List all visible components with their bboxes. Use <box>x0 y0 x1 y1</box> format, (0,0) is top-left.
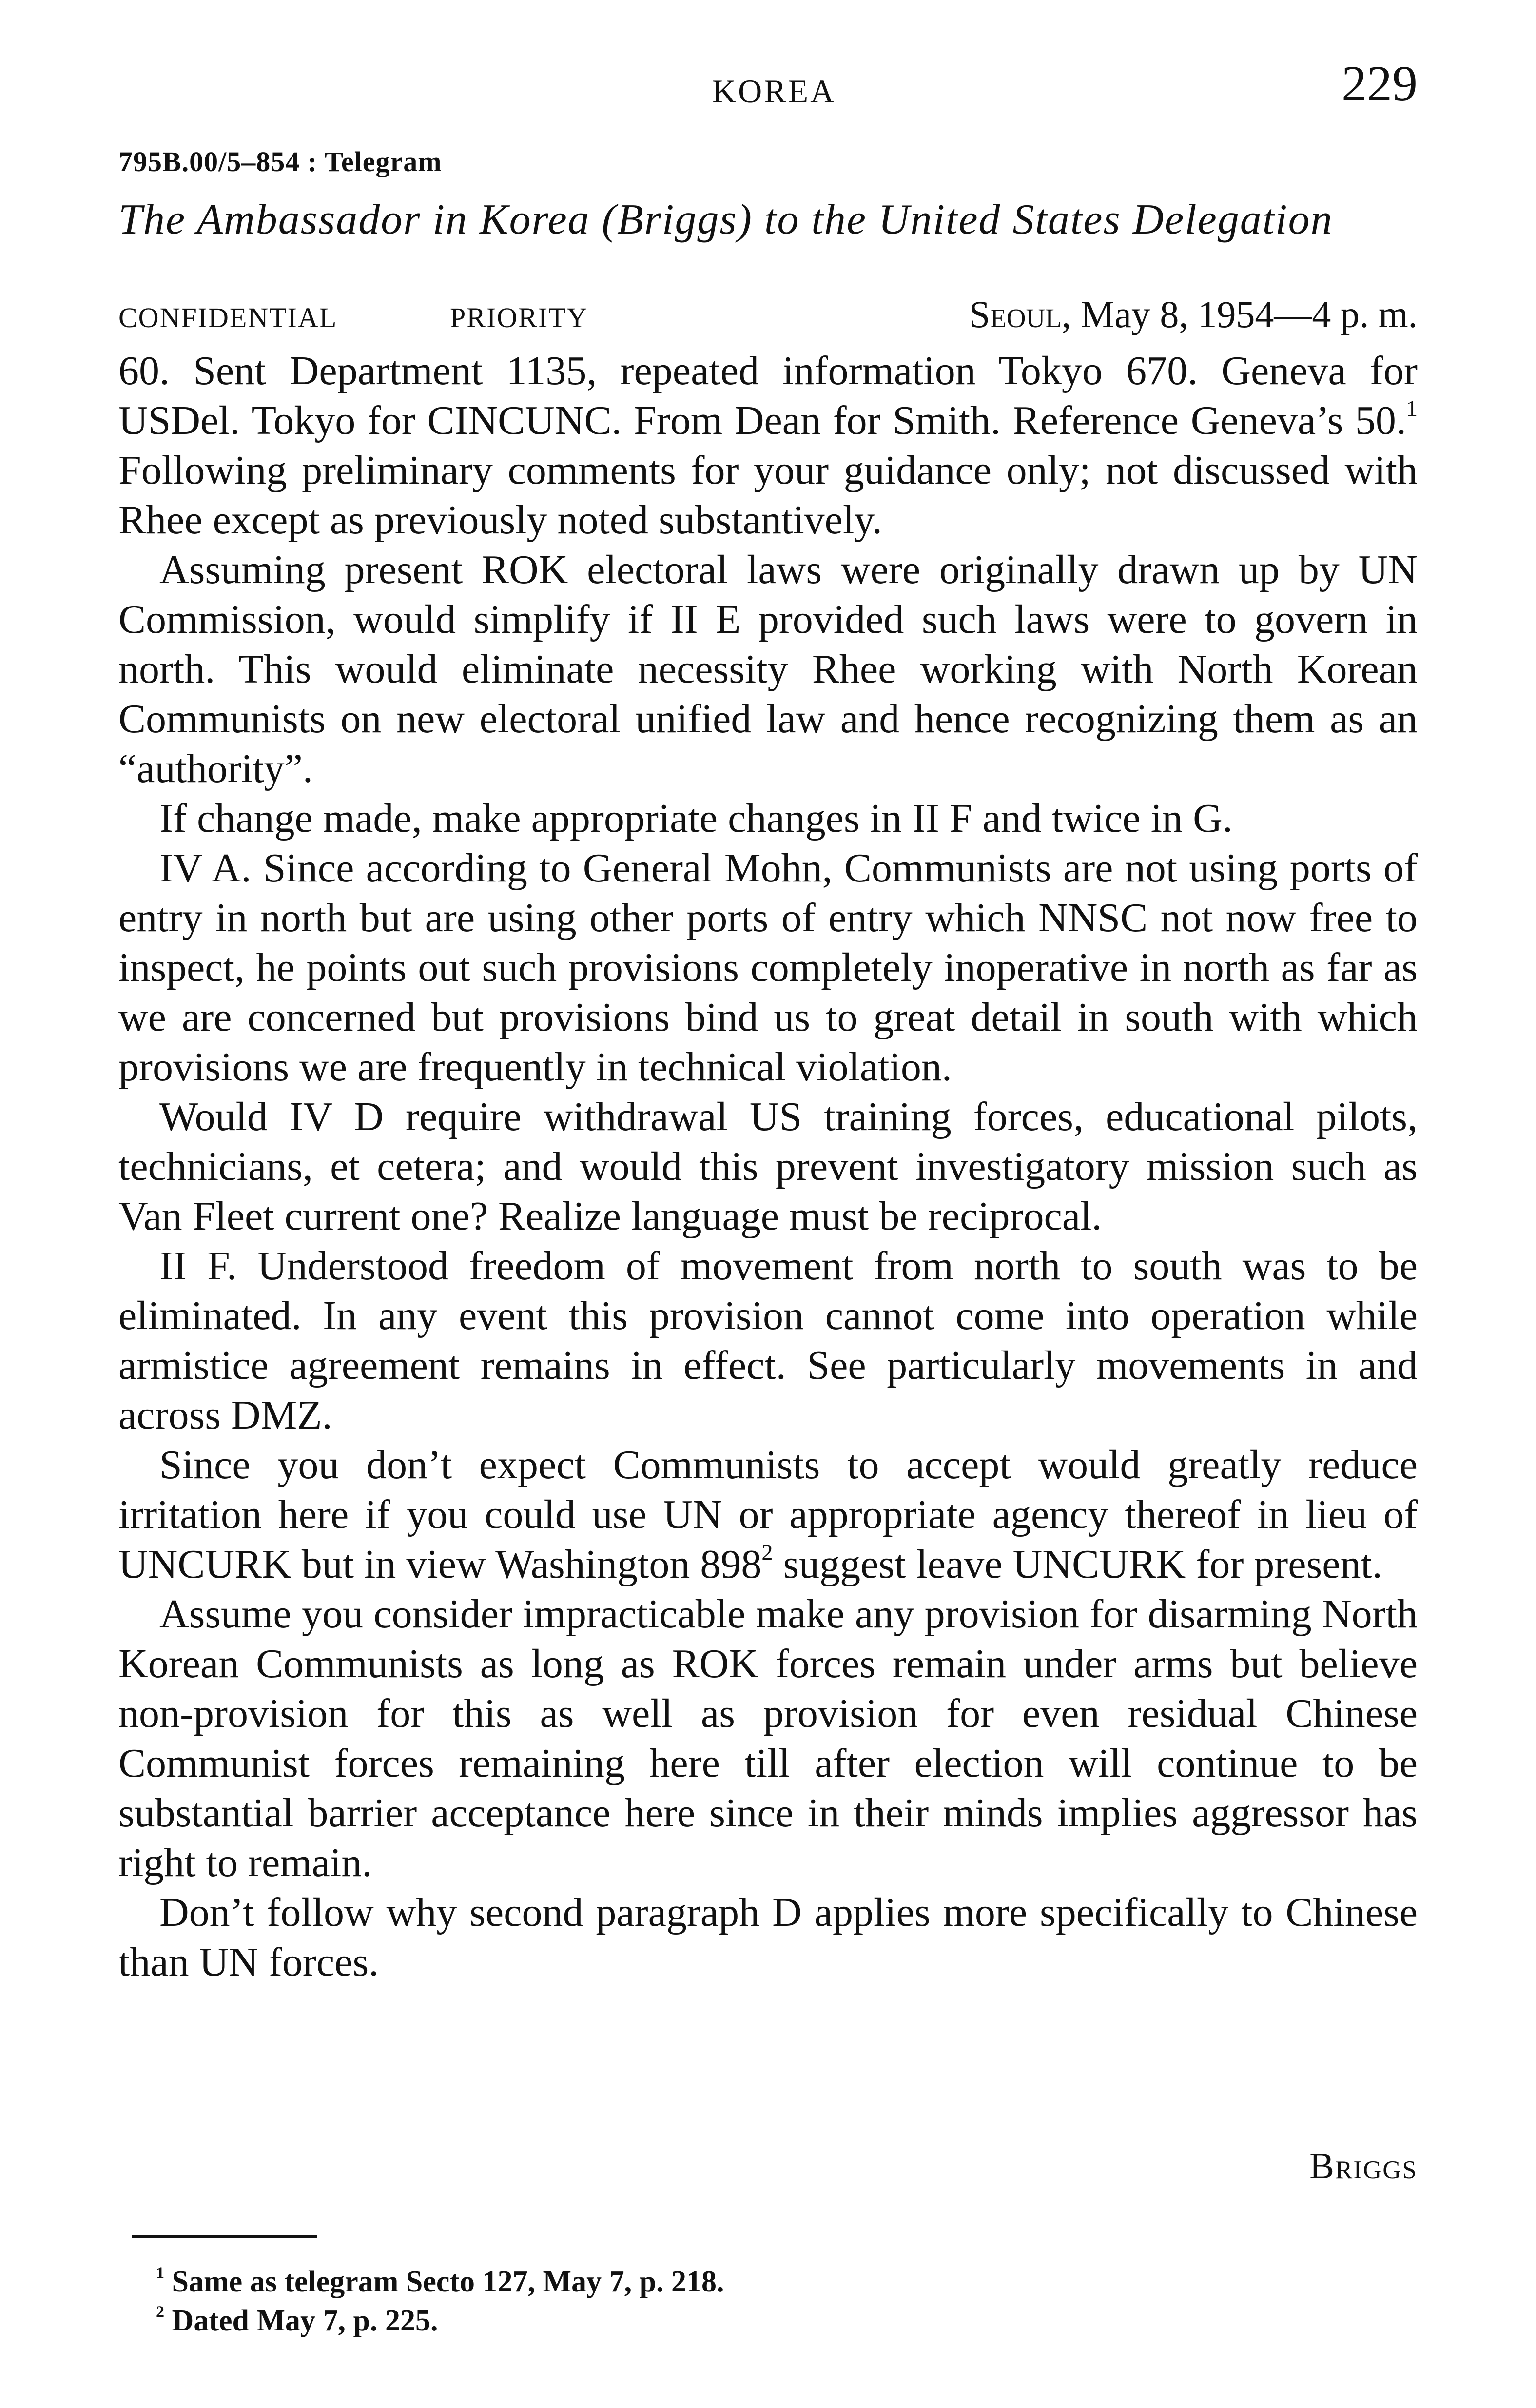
footnote-1-mark: 1 <box>156 2264 165 2282</box>
telegram-body <box>118 346 1418 1987</box>
footnote-2-text: Dated May 7, p. 225. <box>172 2304 438 2337</box>
classification-label: CONFIDENTIAL <box>118 302 338 333</box>
footnote-1-text: Same as telegram Secto 127, May 7, p. 218. <box>172 2265 724 2298</box>
footnotes <box>156 2262 724 2340</box>
paragraph-7-text-b: suggest leave UNCURK for present. <box>773 1542 1382 1587</box>
footnote-ref-2: 2 <box>761 1540 773 1565</box>
paragraph-1-text-b: Following preliminary comments for your guidance only; not discussed with Rhee except as previously noted substantively. <box>118 448 1418 543</box>
paragraph-7 <box>118 1440 1418 1589</box>
paragraph-5: Would IV D require withdrawal US training forces, educational pilots, technicians, et cetera; and would this prevent investigatory mission such as Van Fleet current one? Realize language must be reciprocal. <box>118 1094 1418 1239</box>
paragraph-4: IV A. Since according to General Mohn, Communists are not using ports of entry in north but are using other ports of entry which NNSC not now free to inspect, he points out such provisions completely inoperative in north as far as we are concerned but provisions bind us to great detail in south with which provisions we are frequently in technical violation. <box>118 845 1418 1090</box>
classification-line <box>118 293 1418 341</box>
paragraph-8: Assume you consider impracticable make any provision for disarming North Korean Communists as long as ROK forces remain under arms but believe non-provision for this as well as provision for even residual Chinese Communist forces remaining here till after election will continue to be substantial barrier acceptance here since in their minds implies aggressor has right to remain. <box>118 1591 1418 1885</box>
file-reference: 795B.00/5–854 : Telegram <box>118 146 442 177</box>
footnote-ref-1: 1 <box>1406 396 1418 421</box>
paragraph-6: II F. Understood freedom of movement from north to south was to be eliminated. In any event this provision cannot come into operation while armistice agreement remains in effect. See particularly movements in and across DMZ. <box>118 1243 1418 1438</box>
footnote-divider <box>132 2235 317 2238</box>
document-title: The Ambassador in Korea (Briggs) to the United States Delegation <box>118 196 1333 243</box>
page-number: 229 <box>1342 56 1418 112</box>
signature: Briggs <box>1309 2146 1418 2187</box>
footnote-2-mark: 2 <box>156 2303 165 2321</box>
precedence-label: PRIORITY <box>450 302 588 333</box>
footnote-2 <box>156 2301 724 2340</box>
dateline-date: May 8, 1954—4 p. m. <box>1080 293 1418 335</box>
running-head: KOREA <box>712 73 836 110</box>
paragraph-3: If change made, make appropriate changes in II F and twice in G. <box>159 796 1233 841</box>
paragraph-1 <box>118 346 1418 545</box>
dateline <box>969 293 1418 336</box>
paragraph-1-text-a: 60. Sent Department 1135, repeated information Tokyo 670. Geneva for USDel. Tokyo for CINCUNC. From Dean for Smith. Reference Geneva’s 50. <box>118 348 1418 443</box>
footnote-1 <box>156 2262 724 2301</box>
dateline-place: Seoul, <box>969 293 1071 335</box>
paragraph-7-text-a: Since you don’t expect Communists to accept would greatly reduce irritation here if you could use UN or appropriate agency thereof in lieu of UNCURK but in view Washington 898 <box>118 1442 1418 1587</box>
paragraph-9: Don’t follow why second paragraph D applies more specifically to Chinese than UN forces. <box>118 1890 1418 1985</box>
paragraph-2: Assuming present ROK electoral laws were originally drawn up by UN Commission, would simplify if II E provided such laws were to govern in north. This would eliminate necessity Rhee working with North Korean Communists on new electoral unified law and hence recognizing them as an “authority”. <box>118 547 1418 791</box>
